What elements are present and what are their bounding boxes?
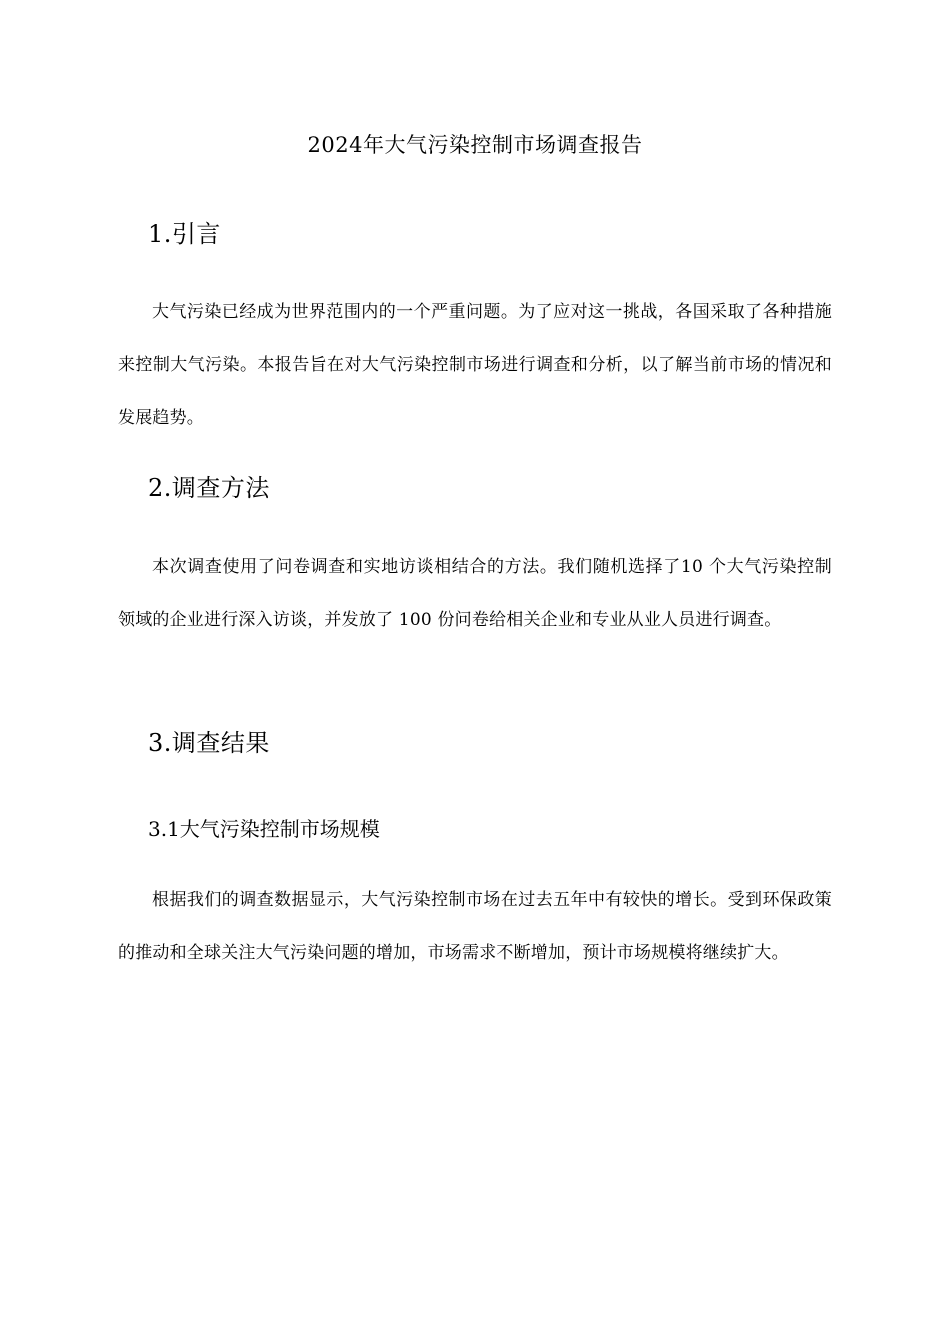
section-heading-results: 3.调查结果 [148, 729, 270, 757]
paragraph-method: 本次调查使用了问卷调查和实地访谈相结合的方法。我们随机选择了10 个大气污染控制领域的企业进行深入访谈，并发放了 100 份问卷给相关企业和专业从业人员进行调查。 [118, 557, 832, 630]
paragraph-introduction: 大气污染已经成为世界范围内的一个严重问题。为了应对这一挑战，各国采取了各种措施来控制大气污染。本报告旨在对大气污染控制市场进行调查和分析，以了解当前市场的情况和发展趋势。 [118, 302, 832, 428]
subsection-heading-market-size: 3.1大气污染控制市场规模 [148, 817, 380, 841]
section-heading-introduction: 1.引言 [148, 220, 221, 248]
section-heading-method: 2.调查方法 [148, 474, 270, 502]
paragraph-market-size: 根据我们的调查数据显示，大气污染控制市场在过去五年中有较快的增长。受到环保政策的推动和全球关注大气污染问题的增加，市场需求不断增加，预计市场规模将继续扩大。 [118, 890, 832, 963]
document-title: 2024年大气污染控制市场调查报告 [307, 133, 643, 157]
